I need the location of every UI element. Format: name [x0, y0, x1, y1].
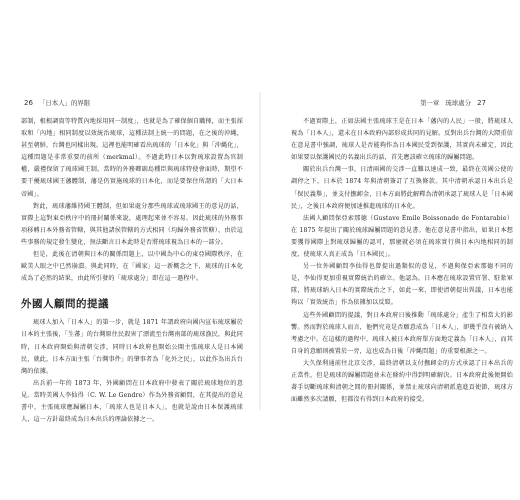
- paragraph: 另一位外國顧問李仙得也曾提出過類似的意見，不過與保亞索那德不同的是，李仙得更加重視實際統治的確立。他認為，日本應在琉球設置官署、駐紮軍隊，將琉球納入日本的實際統治之下，如此一來，即使清朝提出異議，日本也能夠以「實效統治」作為依據加以反駁。: [291, 263, 513, 307]
- paragraph: 關於出兵台灣一事，日清兩國的交涉一直難以達成一致，最終在英國公使的調停之下，日本於 1874 年與清朝簽訂了互換條款。其中清朝承認日本出兵是「保民義舉」，並支付撫卹金，日本方面將此解釋為清朝承認了琉球人是「日本國民」，之後日本政府便加速推進琉球的日本化。: [291, 166, 513, 210]
- right-running-header: [420, 98, 486, 108]
- section-heading: 外國人顧問的提議: [21, 298, 109, 311]
- left-page-body: [21, 116, 243, 426]
- paragraph: 琉球人加入「日本人」的第一步，就是 1871 年謂政府向國內宣布琉球屬於日本的主張後，「生蕃」的台灣原住民殺害了漂流至台灣南部的琉球漁民，與此同時，日本政府開始與清朝交涉，同時日本政府也開始公開主張琉球人是日本國民，就此，日本方面主張「台灣事件」的肇事者為「化外之民」，以此作為出兵台灣的依據。: [21, 319, 243, 375]
- left-page-number: 26: [24, 99, 33, 107]
- paragraph: 法國人顧問保亞索那德（Gustave Émile Boissonade de Fontarabie）在 1875 年提出了關於琉球歸屬問題的意見書。他在意見書中指出，如果日本想要獲得國際上對琉球歸屬的認可，那麼就必須在琉球實行與日本內地相同的制度，使琉球人真正成為「日本國民」。: [291, 214, 513, 259]
- right-header-title: 琉球處分: [445, 99, 471, 107]
- page-gutter: [259, 92, 261, 410]
- right-header-chapter: 第一章: [420, 99, 440, 107]
- left-running-header: [24, 98, 90, 108]
- paragraph: 但是，此後在清朝與日本的關係問題上，以中國為中心的東亞國際秩序，在歐美人眼之中已然崩潰。與此同時，在「國家」這一新概念之下，琉球的日本化成為了必然的結果，由此所引發的「琉球處分」即在這一過程中。: [21, 251, 243, 283]
- left-header-title: 「日本人」的界限: [39, 99, 91, 107]
- paragraph: 出兵前一年的 1873 年，外國顧問在日本政府中發表了關於琉球地位的意見。當時美國人李仙得（C. W. Le Gendre）作為外務省顧問，在其提出的意見書中，主張琉球應歸屬日本，「琉球人也是日本人」，也就是說由日本保護琉球人，這一方針最終成為日本出兵的理論依據之一。: [21, 379, 243, 424]
- paragraph: 這些外國顧問的提議，對日本政府日後推動「琉球處分」產生了相當大的影響。然而對於琉球人而言，他們究竟是否願意成為「日本人」，卻幾乎沒有被納入考慮之中。在這樣的過程中，琉球人被日本政府單方面地定義為「日本人」，而其自身的意願則被置於一旁，這也成為日後「沖縄問題」的重要根源之一。: [291, 311, 513, 355]
- right-page-number: 27: [477, 99, 486, 107]
- right-page-body: [291, 116, 513, 406]
- paragraph: 對此，琉球藩維持國王體制，但如果處分那些琉球或琉球國王的意見的話，實際上這對東亞秩序中的冊封關係來說，處理起來並不容易。因此琉球的外務事項移轉日本外務省管轄，與其他諸侯管轄的方式相同（均歸外務省管轄），由於這些事務的規定發生變化，無法斷言日本此時是否將琉球視為日本的一部分。: [21, 202, 243, 246]
- paragraph: 大久保利通前往北京交涉，最終清朝以支付撫卹金的方式承認了日本出兵的正當性，但是琉球的歸屬問題並未在條約中得到明確解決。日本政府此後便開始著手切斷琉球與清朝之間的冊封關係，並禁止琉球向清朝派遣進貢使節，琉球方面雖然多次請願，但都沒有得到日本政府的接受。: [291, 359, 513, 404]
- paragraph: 部制，根根調資等特質內地採用同一制度」，也就是為了確保個自職揮，而主張採取和「內地」相同制度以效統治琉球，這種法制上統一的問題，在之後的沖縄，甚至朝鮮，台灣也同樣出現。這裡也能明確看出琉球的「日本化」與「沖縄化」，這種問題是非常重要的前所（merkmal）。不過此時日本以對琉球設置為官制權，嚴禮保留了琉球國王制。當時的外務卿副島種臣與琉球特使會面時，期望不要干擾琉球國王藩體制，藩是仍實施琉球的日本化，而是要保住所謂的「大日本帝國」。: [21, 118, 243, 198]
- paragraph: 不過實際上，正如法國主張琉球王是在日本「藩內的人民」一般，將琉球人視為「日本人」，還未在日本政府內部形成共同的見解。反對出兵台灣的大隈重信在意見書中強調，琉球人是否能夠作為日本國民受到保護，其實尚未確定，因此如果要以保護國民的名義出兵的話，首先應該確立琉球的歸屬問題。: [291, 118, 513, 162]
